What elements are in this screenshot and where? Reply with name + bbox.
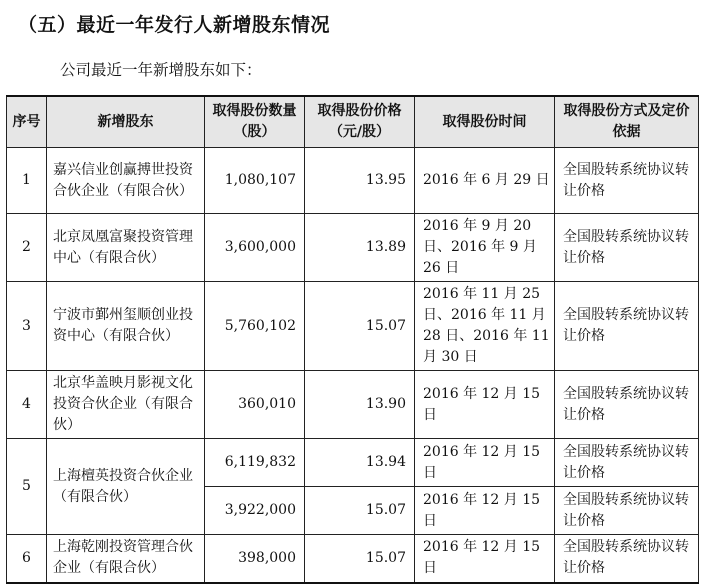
cell-method: 全国股转系统协议转让价格 bbox=[555, 282, 699, 371]
cell-qty: 3,922,000 bbox=[205, 487, 305, 535]
header-qty: 取得股份数量（股） bbox=[205, 96, 305, 148]
cell-time: 2016 年 11 月 25 日、2016 年 11 月 28 日、2016 年 11 月 30 日 bbox=[415, 282, 555, 371]
table-header-row bbox=[7, 96, 699, 148]
cell-method: 全国股转系统协议转让价格 bbox=[555, 439, 699, 487]
cell-holder: 上海乾刚投资管理合伙企业（有限合伙） bbox=[47, 535, 205, 583]
cell-qty: 6,119,832 bbox=[205, 439, 305, 487]
cell-holder: 嘉兴信业创赢搏世投资合伙企业（有限合伙） bbox=[47, 148, 205, 214]
new-shareholders-table bbox=[6, 95, 699, 584]
cell-time: 2016 年 12 月 15 日 bbox=[415, 487, 555, 535]
header-seq: 序号 bbox=[7, 96, 47, 148]
cell-price: 13.94 bbox=[305, 439, 415, 487]
cell-qty: 398,000 bbox=[205, 535, 305, 583]
cell-method: 全国股转系统协议转让价格 bbox=[555, 487, 699, 535]
table-row bbox=[7, 214, 699, 282]
header-holder: 新增股东 bbox=[47, 96, 205, 148]
cell-qty: 360,010 bbox=[205, 371, 305, 439]
cell-seq: 3 bbox=[7, 282, 47, 371]
cell-time: 2016 年 6 月 29 日 bbox=[415, 148, 555, 214]
header-method: 取得股份方式及定价依据 bbox=[555, 96, 699, 148]
cell-price: 15.07 bbox=[305, 487, 415, 535]
section-title: （五）最近一年发行人新增股东情况 bbox=[18, 14, 331, 36]
cell-holder: 上海檀英投资合伙企业（有限合伙） bbox=[47, 439, 205, 535]
table-row bbox=[7, 371, 699, 439]
header-price: 取得股份价格（元/股） bbox=[305, 96, 415, 148]
table-row bbox=[7, 148, 699, 214]
cell-seq: 1 bbox=[7, 148, 47, 214]
cell-qty: 1,080,107 bbox=[205, 148, 305, 214]
cell-seq: 5 bbox=[7, 439, 47, 535]
intro-text: 公司最近一年新增股东如下： bbox=[60, 61, 262, 79]
cell-price: 13.95 bbox=[305, 148, 415, 214]
cell-seq: 2 bbox=[7, 214, 47, 282]
table-row bbox=[7, 439, 699, 487]
cell-method: 全国股转系统协议转让价格 bbox=[555, 535, 699, 583]
cell-qty: 3,600,000 bbox=[205, 214, 305, 282]
cell-price: 15.07 bbox=[305, 535, 415, 583]
cell-holder: 北京华盖映月影视文化投资合伙企业（有限合伙） bbox=[47, 371, 205, 439]
cell-holder: 北京凤凰富聚投资管理中心（有限合伙） bbox=[47, 214, 205, 282]
cell-method: 全国股转系统协议转让价格 bbox=[555, 148, 699, 214]
cell-time: 2016 年 12 月 15 日 bbox=[415, 371, 555, 439]
header-time: 取得股份时间 bbox=[415, 96, 555, 148]
cell-time: 2016 年 12 月 15 日 bbox=[415, 535, 555, 583]
cell-price: 13.89 bbox=[305, 214, 415, 282]
cell-time: 2016 年 12 月 15 日 bbox=[415, 439, 555, 487]
cell-price: 15.07 bbox=[305, 282, 415, 371]
cell-seq: 4 bbox=[7, 371, 47, 439]
cell-time: 2016 年 9 月 20 日、2016 年 9 月 26 日 bbox=[415, 214, 555, 282]
cell-method: 全国股转系统协议转让价格 bbox=[555, 371, 699, 439]
table-row bbox=[7, 535, 699, 583]
cell-method: 全国股转系统协议转让价格 bbox=[555, 214, 699, 282]
table-row bbox=[7, 282, 699, 371]
cell-holder: 宁波市鄞州玺顺创业投资中心（有限合伙） bbox=[47, 282, 205, 371]
cell-qty: 5,760,102 bbox=[205, 282, 305, 371]
cell-seq: 6 bbox=[7, 535, 47, 583]
cell-price: 13.90 bbox=[305, 371, 415, 439]
